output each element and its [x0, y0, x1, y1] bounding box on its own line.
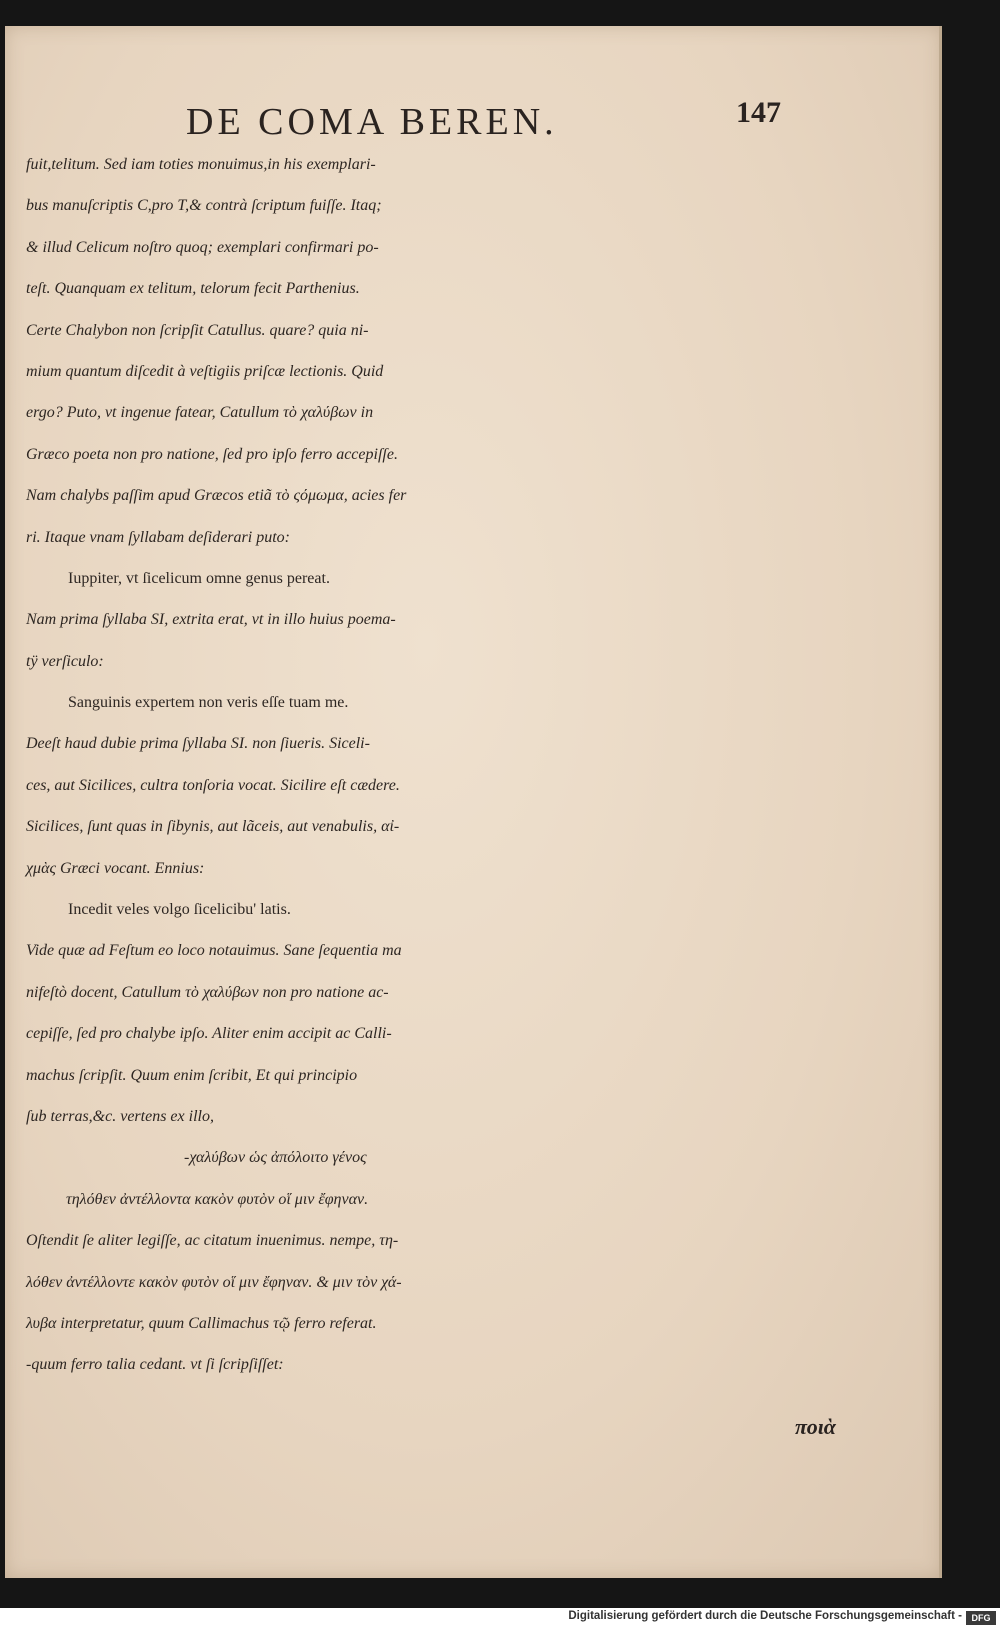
text-line: mium quantum diſcedit à veſtigiis priſcæ lectionis. Quid: [26, 362, 384, 380]
text-line: tÿ verſiculo:: [26, 652, 104, 670]
greek-quote-line: τηλόθεν ἀντέλλοντα κακὸν φυτὸν οἵ μιν ἔφηναν.: [66, 1190, 369, 1208]
text-line: Nam chalybs paſſim apud Græcos etiã τὸ ςόμωμα, acies fer: [26, 487, 407, 505]
text-line: fuit,telitum. Sed iam toties monuimus,in his exemplari-: [26, 156, 376, 173]
text-line: teſt. Quanquam ex telitum, telorum fecit Parthenius.: [26, 280, 360, 298]
text-line: -quum ferro talia cedant. vt ſi ſcripſiſſet:: [26, 1356, 284, 1374]
body-text: [26, 144, 916, 1386]
text-line: & illud Celicum noſtro quoq; exemplari confirmari po-: [26, 238, 379, 256]
text-line: ri. Itaque vnam ſyllabam deſiderari puto:: [26, 528, 290, 546]
text-line: λυβα interpretatur, quum Callimachus τῷ ferro referat.: [26, 1314, 377, 1332]
running-head: DE COMA BEREN.: [186, 101, 558, 143]
text-line: cepiſſe, ſed pro chalybe ipſo. Aliter enim accipit ac Calli-: [26, 1025, 392, 1043]
text-line: Vide quæ ad Feſtum eo loco notauimus. Sane ſequentia ma: [26, 942, 402, 960]
text-line: Oſtendit ſe aliter legiſſe, ac citatum inuenimus. nempe, τη-: [26, 1232, 399, 1250]
catchword: ποιὰ: [795, 1414, 836, 1439]
text-line: λόθεν ἀντέλλοντε κακὸν φυτὸν οἵ μιν ἔφηναν. & μιν τὸν χά-: [26, 1273, 402, 1291]
greek-quote-line: -χαλύβων ὡς ἀπόλοιτο γένος: [184, 1149, 367, 1167]
text-line: Græco poeta non pro natione, ſed pro ipſo ferro accepiſſe.: [26, 445, 398, 463]
text-line: Sicilices, ſunt quas in ſibynis, aut lãceis, aut venabulis, αἰ-: [26, 818, 400, 836]
text-line: χμὰς Græci vocant. Ennius:: [26, 859, 205, 877]
text-line: Certe Chalybon non ſcripſit Catullus. quare? quia ni-: [26, 321, 369, 339]
text-line: machus ſcripſit. Quum enim ſcribit, Et qui principio: [26, 1066, 358, 1084]
page-edge: [939, 26, 942, 1578]
dfg-logo: DFG: [966, 1611, 996, 1625]
text-line: ergo? Puto, vt ingenue fatear, Catullum τὸ χαλύβων in: [26, 404, 374, 422]
text-line: ſub terras,&c. vertens ex illo,: [26, 1107, 214, 1125]
verse-line: Iuppiter, vt ſicelicum omne genus pereat.: [68, 569, 330, 587]
text-line: nifeſtò docent, Catullum τὸ χαλύβων non pro natione ac-: [26, 983, 389, 1001]
digitization-footer: [0, 1608, 1000, 1629]
text-line: ces, aut Sicilices, cultra tonſoria vocat. Sicilire eſt cædere.: [26, 776, 400, 794]
verse-line: Incedit veles volgo ſicelicibu' latis.: [68, 901, 291, 919]
page-number: 147: [736, 96, 781, 129]
text-line: Nam prima ſyllaba SI, extrita erat, vt in illo huius poema-: [26, 611, 396, 629]
verse-line: Sanguinis expertem non veris eſſe tuam me.: [68, 694, 349, 712]
text-line: Deeſt haud dubie prima ſyllaba SI. non ſiueris. Siceli-: [26, 735, 370, 753]
text-line: bus manuſcriptis C,pro T,& contrà ſcriptum fuiſſe. Itaq;: [26, 197, 382, 215]
footer-credit: Digitalisierung gefördert durch die Deutsche Forschungsgemeinschaft -: [568, 1610, 962, 1622]
